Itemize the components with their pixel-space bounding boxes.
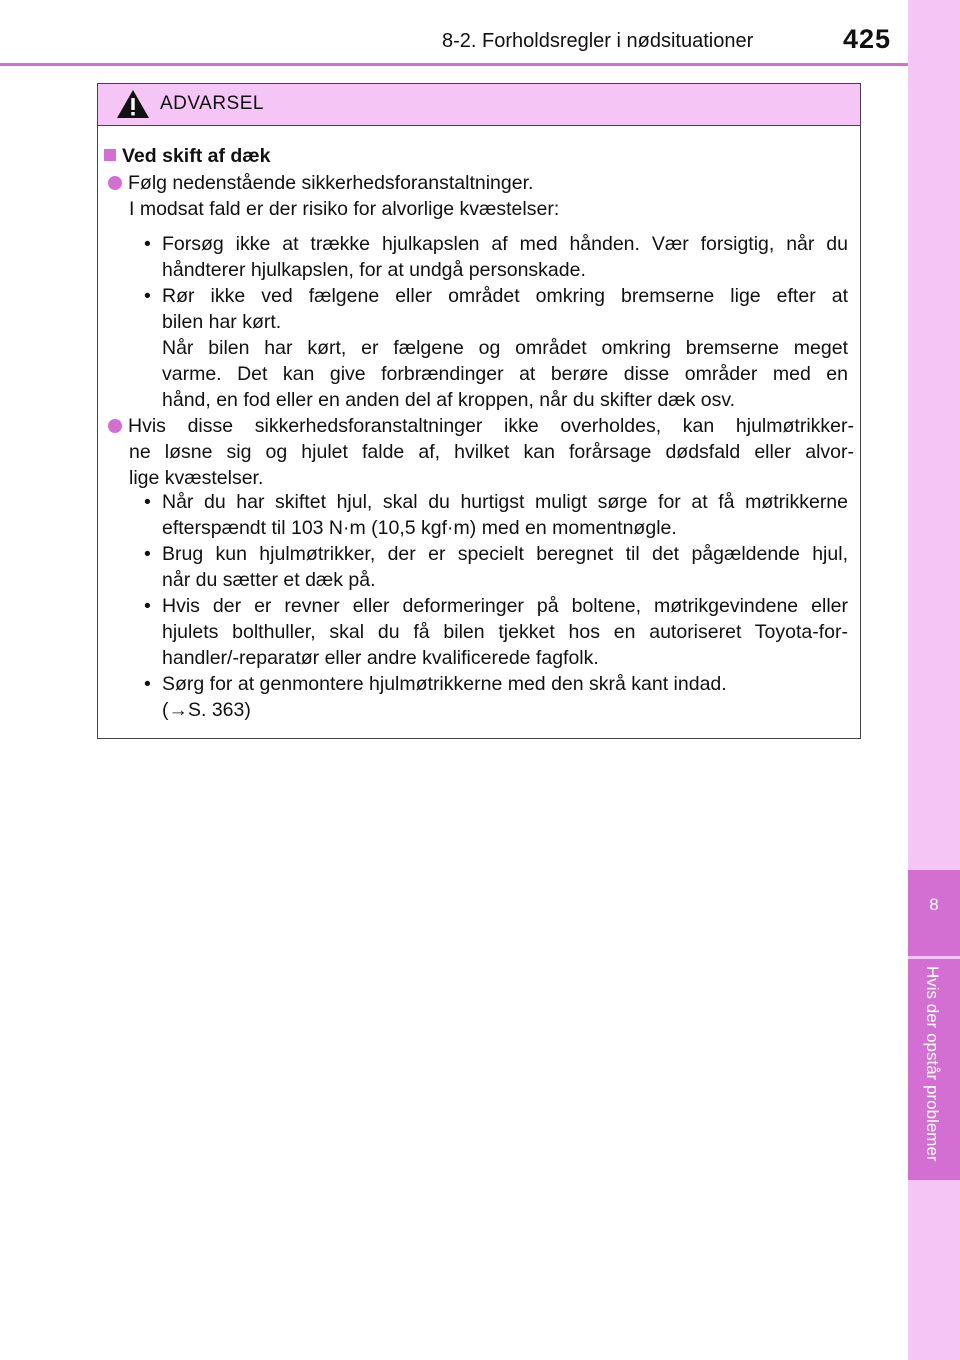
bullet-text: Hvis der er revner eller deformeringer på boltene, møtrikgevindene eller	[162, 595, 848, 617]
chapter-number: 8	[929, 895, 939, 914]
warning-heading: Ved skift af dæk	[104, 143, 270, 169]
point-2-line-2: ne løsne sig og hjulet falde af, hvilket kan forårsage dødsfald eller alvor-	[129, 441, 854, 463]
point-1-line-1: Følg nedenstående sikkerhedsforanstaltninger.	[108, 170, 533, 196]
bullet-text: efterspændt til 103 N·m (10,5 kgf·m) med en momentnøgle.	[162, 517, 677, 539]
bullet-marker: •	[144, 543, 151, 565]
page-reference[interactable]: (→S. 363)	[162, 699, 251, 721]
bullet-text: Sørg for at genmontere hjulmøtrikkerne med den skrå kant indad.	[162, 673, 727, 695]
bullet-text: Når bilen har kørt, er fælgene og området omkring bremserne meget	[162, 337, 848, 359]
header-rule	[0, 63, 908, 66]
bullet-marker: •	[144, 673, 151, 695]
bullet-text: bilen har kørt.	[162, 311, 282, 333]
point-2-line-3: lige kvæstelser.	[129, 467, 264, 489]
square-bullet-icon	[104, 149, 116, 161]
warning-header	[98, 84, 860, 126]
page-number: 425	[843, 24, 892, 54]
warning-box	[97, 83, 861, 739]
tab-divider	[908, 956, 960, 959]
bullet-text: Brug kun hjulmøtrikker, der er specielt beregnet til det pågældende hjul,	[162, 543, 848, 565]
bullet-marker: •	[144, 233, 151, 255]
bullet-text: handler/-reparatør eller andre kvalificerede fagfolk.	[162, 647, 599, 669]
bullet-marker: •	[144, 595, 151, 617]
warning-triangle-icon	[116, 89, 150, 124]
circle-bullet-icon	[108, 419, 122, 433]
bullet-text: når du sætter et dæk på.	[162, 569, 376, 591]
bullet-marker: •	[144, 491, 151, 513]
warning-title: ADVARSEL	[160, 93, 264, 114]
bullet-text: Rør ikke ved fælgene eller området omkring bremserne lige efter at	[162, 285, 848, 307]
chapter-title: Hvis der opstår problemer	[923, 966, 942, 1162]
bullet-text: håndterer hjulkapslen, for at undgå personskade.	[162, 259, 586, 281]
section-title: 8-2. Forholdsregler i nødsituationer	[442, 30, 754, 52]
point-2-line-1: Hvis disse sikkerhedsforanstaltninger ikke overholdes, kan hjulmøtrikker-	[108, 413, 854, 439]
point-1-line-2: I modsat fald er der risiko for alvorlige kvæstelser:	[129, 198, 560, 220]
bullet-marker: •	[144, 285, 151, 307]
bullet-text: Når du har skiftet hjul, skal du hurtigst muligt sørge for at få møtrikkerne	[162, 491, 848, 513]
bullet-text: varme. Det kan give forbrændinger at berøre disse områder med en	[162, 363, 848, 385]
bullet-text: hjulets bolthuller, skal du få bilen tjekket hos en autoriseret Toyota-for-	[162, 621, 848, 643]
bullet-text: Forsøg ikke at trække hjulkapslen af med hånden. Vær forsigtig, når du	[162, 233, 848, 255]
circle-bullet-icon	[108, 176, 122, 190]
bullet-text: hånd, en fod eller en anden del af kroppen, når du skifter dæk osv.	[162, 389, 736, 411]
